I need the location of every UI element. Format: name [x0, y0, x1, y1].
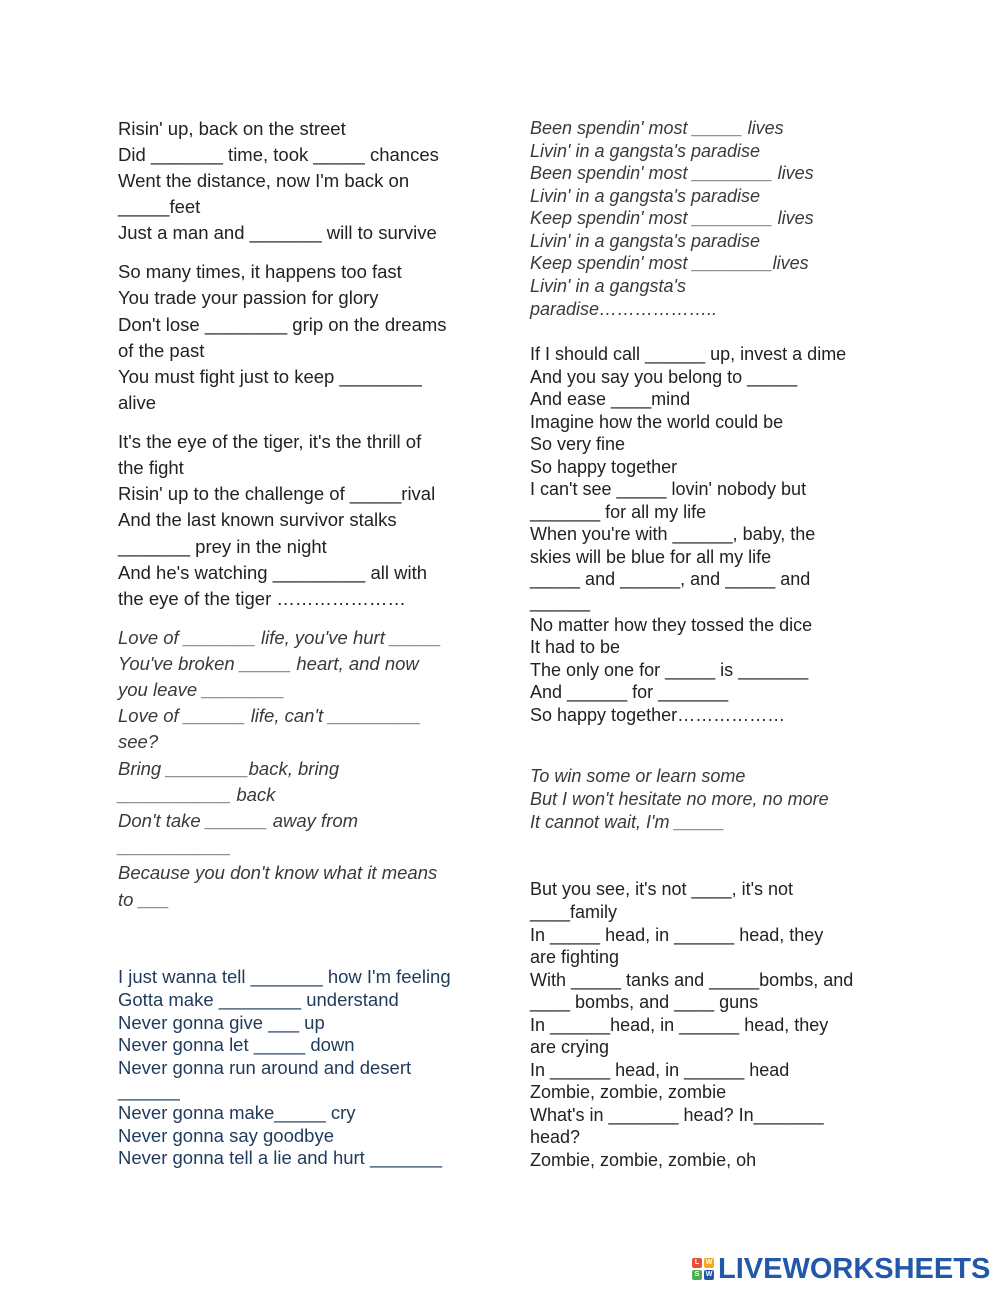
right-lyric-line: What's in _______ head? In_______: [530, 1105, 824, 1125]
left-lyric-line: And he's watching _________ all with: [118, 562, 427, 583]
right-lyric-line: I can't see _____ lovin' nobody but: [530, 479, 807, 499]
left-lyric-line: _______ prey in the night: [118, 536, 327, 557]
right-lyric-line: If I should call ______ up, invest a dime: [530, 344, 847, 364]
logo-text: LIVEWORKSHEETS: [718, 1252, 991, 1285]
left-lyric-line: Went the distance, now I'm back on: [118, 170, 410, 191]
right-lyric-line: Keep spendin' most ________lives: [530, 253, 809, 273]
logo-tile: W: [705, 1271, 713, 1278]
right-lyric-line: Livin' in a gangsta's: [530, 276, 686, 296]
left-lyric-line: ___________: [118, 836, 232, 857]
right-lyric-line: paradise………………..: [530, 299, 718, 319]
left-lyric-line: Just a man and _______ will to survive: [118, 222, 437, 243]
right-lyric-line: But you see, it's not ____, it's not: [530, 879, 794, 899]
right-lyric-line: Livin' in a gangsta's paradise: [530, 231, 761, 251]
left-lyric-line: Never gonna say goodbye: [118, 1125, 334, 1146]
left-lyric-line: see?: [118, 731, 159, 752]
logo-tile: W: [705, 1259, 713, 1266]
right-lyric-line: When you're with ______, baby, the: [530, 524, 816, 544]
left-lyric-line: You must fight just to keep ________: [118, 366, 422, 387]
right-lyric-line: No matter how they tossed the dice: [530, 615, 813, 635]
left-lyric-line: Risin' up to the challenge of _____rival: [118, 483, 436, 504]
left-lyric-line: You trade your passion for glory: [118, 287, 379, 308]
right-lyric-line: It cannot wait, I'm _____: [530, 812, 725, 832]
left-lyric-line: And the last known survivor stalks: [118, 509, 397, 530]
right-lyric-line: _______ for all my life: [530, 502, 707, 522]
right-lyric-line: ____ bombs, and ____ guns: [530, 992, 759, 1012]
left-lyric-line: Never gonna tell a lie and hurt _______: [118, 1147, 442, 1168]
right-lyric-line: To win some or learn some: [530, 766, 746, 786]
right-lyric-line: ____family: [530, 902, 618, 922]
left-lyric-line: to ___: [118, 889, 170, 910]
left-lyric-line: Love of _______ life, you've hurt _____: [118, 627, 442, 648]
left-lyric-line: Never gonna run around and desert: [118, 1057, 412, 1078]
left-lyric-line: ______: [118, 1080, 180, 1101]
left-lyric-line: you leave ________: [118, 679, 285, 700]
right-lyric-line: Been spendin' most ________ lives: [530, 163, 814, 183]
logo-tile: L: [692, 1258, 702, 1268]
left-lyric-line: Did _______ time, took _____ chances: [118, 144, 439, 165]
right-lyric-line: So happy together: [530, 457, 678, 477]
right-lyric-line: head?: [530, 1127, 581, 1147]
right-lyric-line: So very fine: [530, 434, 626, 454]
left-lyric-line: of the past: [118, 340, 205, 361]
left-lyric-line: ___________ back: [118, 784, 276, 805]
left-lyric-line: _____feet: [118, 196, 201, 217]
right-lyric-line: And you say you belong to _____: [530, 367, 798, 387]
logo-tile: S: [692, 1270, 702, 1280]
right-lyric-line: ______: [530, 592, 591, 612]
right-lyric-line: skies will be blue for all my life: [530, 547, 772, 567]
left-lyric-line: Don't lose ________ grip on the dreams: [118, 314, 447, 335]
right-lyric-line: Imagine how the world could be: [530, 412, 784, 432]
left-lyric-line: the fight: [118, 457, 184, 478]
left-lyric-line: I just wanna tell _______ how I'm feeling: [118, 966, 451, 987]
right-lyric-line: _____ and ______, and _____ and: [530, 569, 811, 589]
left-lyric-line: Don't take ______ away from: [118, 810, 359, 831]
left-lyric-line: Risin' up, back on the street: [118, 118, 346, 139]
left-lyric-line: Because you don't know what it means: [118, 862, 438, 883]
right-lyric-line: It had to be: [530, 637, 621, 657]
right-lyric-line: Keep spendin' most ________ lives: [530, 208, 814, 228]
left-lyric-line: Love of ______ life, can't _________: [118, 705, 421, 726]
right-lyric-line: In _____ head, in ______ head, they: [530, 925, 824, 945]
liveworksheets-logo: [692, 1252, 990, 1286]
left-lyric-line: Bring ________back, bring: [118, 758, 340, 779]
right-lyric-line: But I won't hesitate no more, no more: [530, 789, 829, 809]
right-lyric-line: are fighting: [530, 947, 620, 967]
right-lyric-line: The only one for _____ is _______: [530, 660, 809, 680]
right-lyric-line: In ______head, in ______ head, they: [530, 1015, 829, 1035]
right-lyric-line: are crying: [530, 1037, 610, 1057]
left-lyric-line: It's the eye of the tiger, it's the thrill of: [118, 431, 422, 452]
left-lyric-line: Never gonna let _____ down: [118, 1034, 355, 1055]
left-lyric-line: Never gonna make_____ cry: [118, 1102, 356, 1123]
right-lyric-line: So happy together………………: [530, 705, 786, 725]
left-lyric-line: the eye of the tiger …………………: [118, 588, 406, 609]
right-lyric-line: Zombie, zombie, zombie, oh: [530, 1150, 757, 1170]
right-lyric-line: Zombie, zombie, zombie: [530, 1082, 727, 1102]
right-lyric-line: And ease ____mind: [530, 389, 691, 409]
left-lyric-line: You've broken _____ heart, and now: [118, 653, 419, 674]
left-lyric-line: Gotta make ________ understand: [118, 989, 399, 1010]
right-lyric-line: Been spendin' most _____ lives: [530, 118, 784, 138]
right-lyric-line: Livin' in a gangsta's paradise: [530, 141, 761, 161]
right-lyric-line: In ______ head, in ______ head: [530, 1060, 790, 1080]
left-lyric-line: alive: [118, 392, 157, 413]
right-lyric-line: With _____ tanks and _____bombs, and: [530, 970, 854, 990]
liveworksheets-logo-icon: [692, 1258, 714, 1280]
left-lyric-line: Never gonna give ___ up: [118, 1012, 325, 1033]
left-lyric-line: So many times, it happens too fast: [118, 261, 402, 282]
right-lyric-line: And ______ for _______: [530, 682, 729, 702]
right-lyric-line: Livin' in a gangsta's paradise: [530, 186, 761, 206]
